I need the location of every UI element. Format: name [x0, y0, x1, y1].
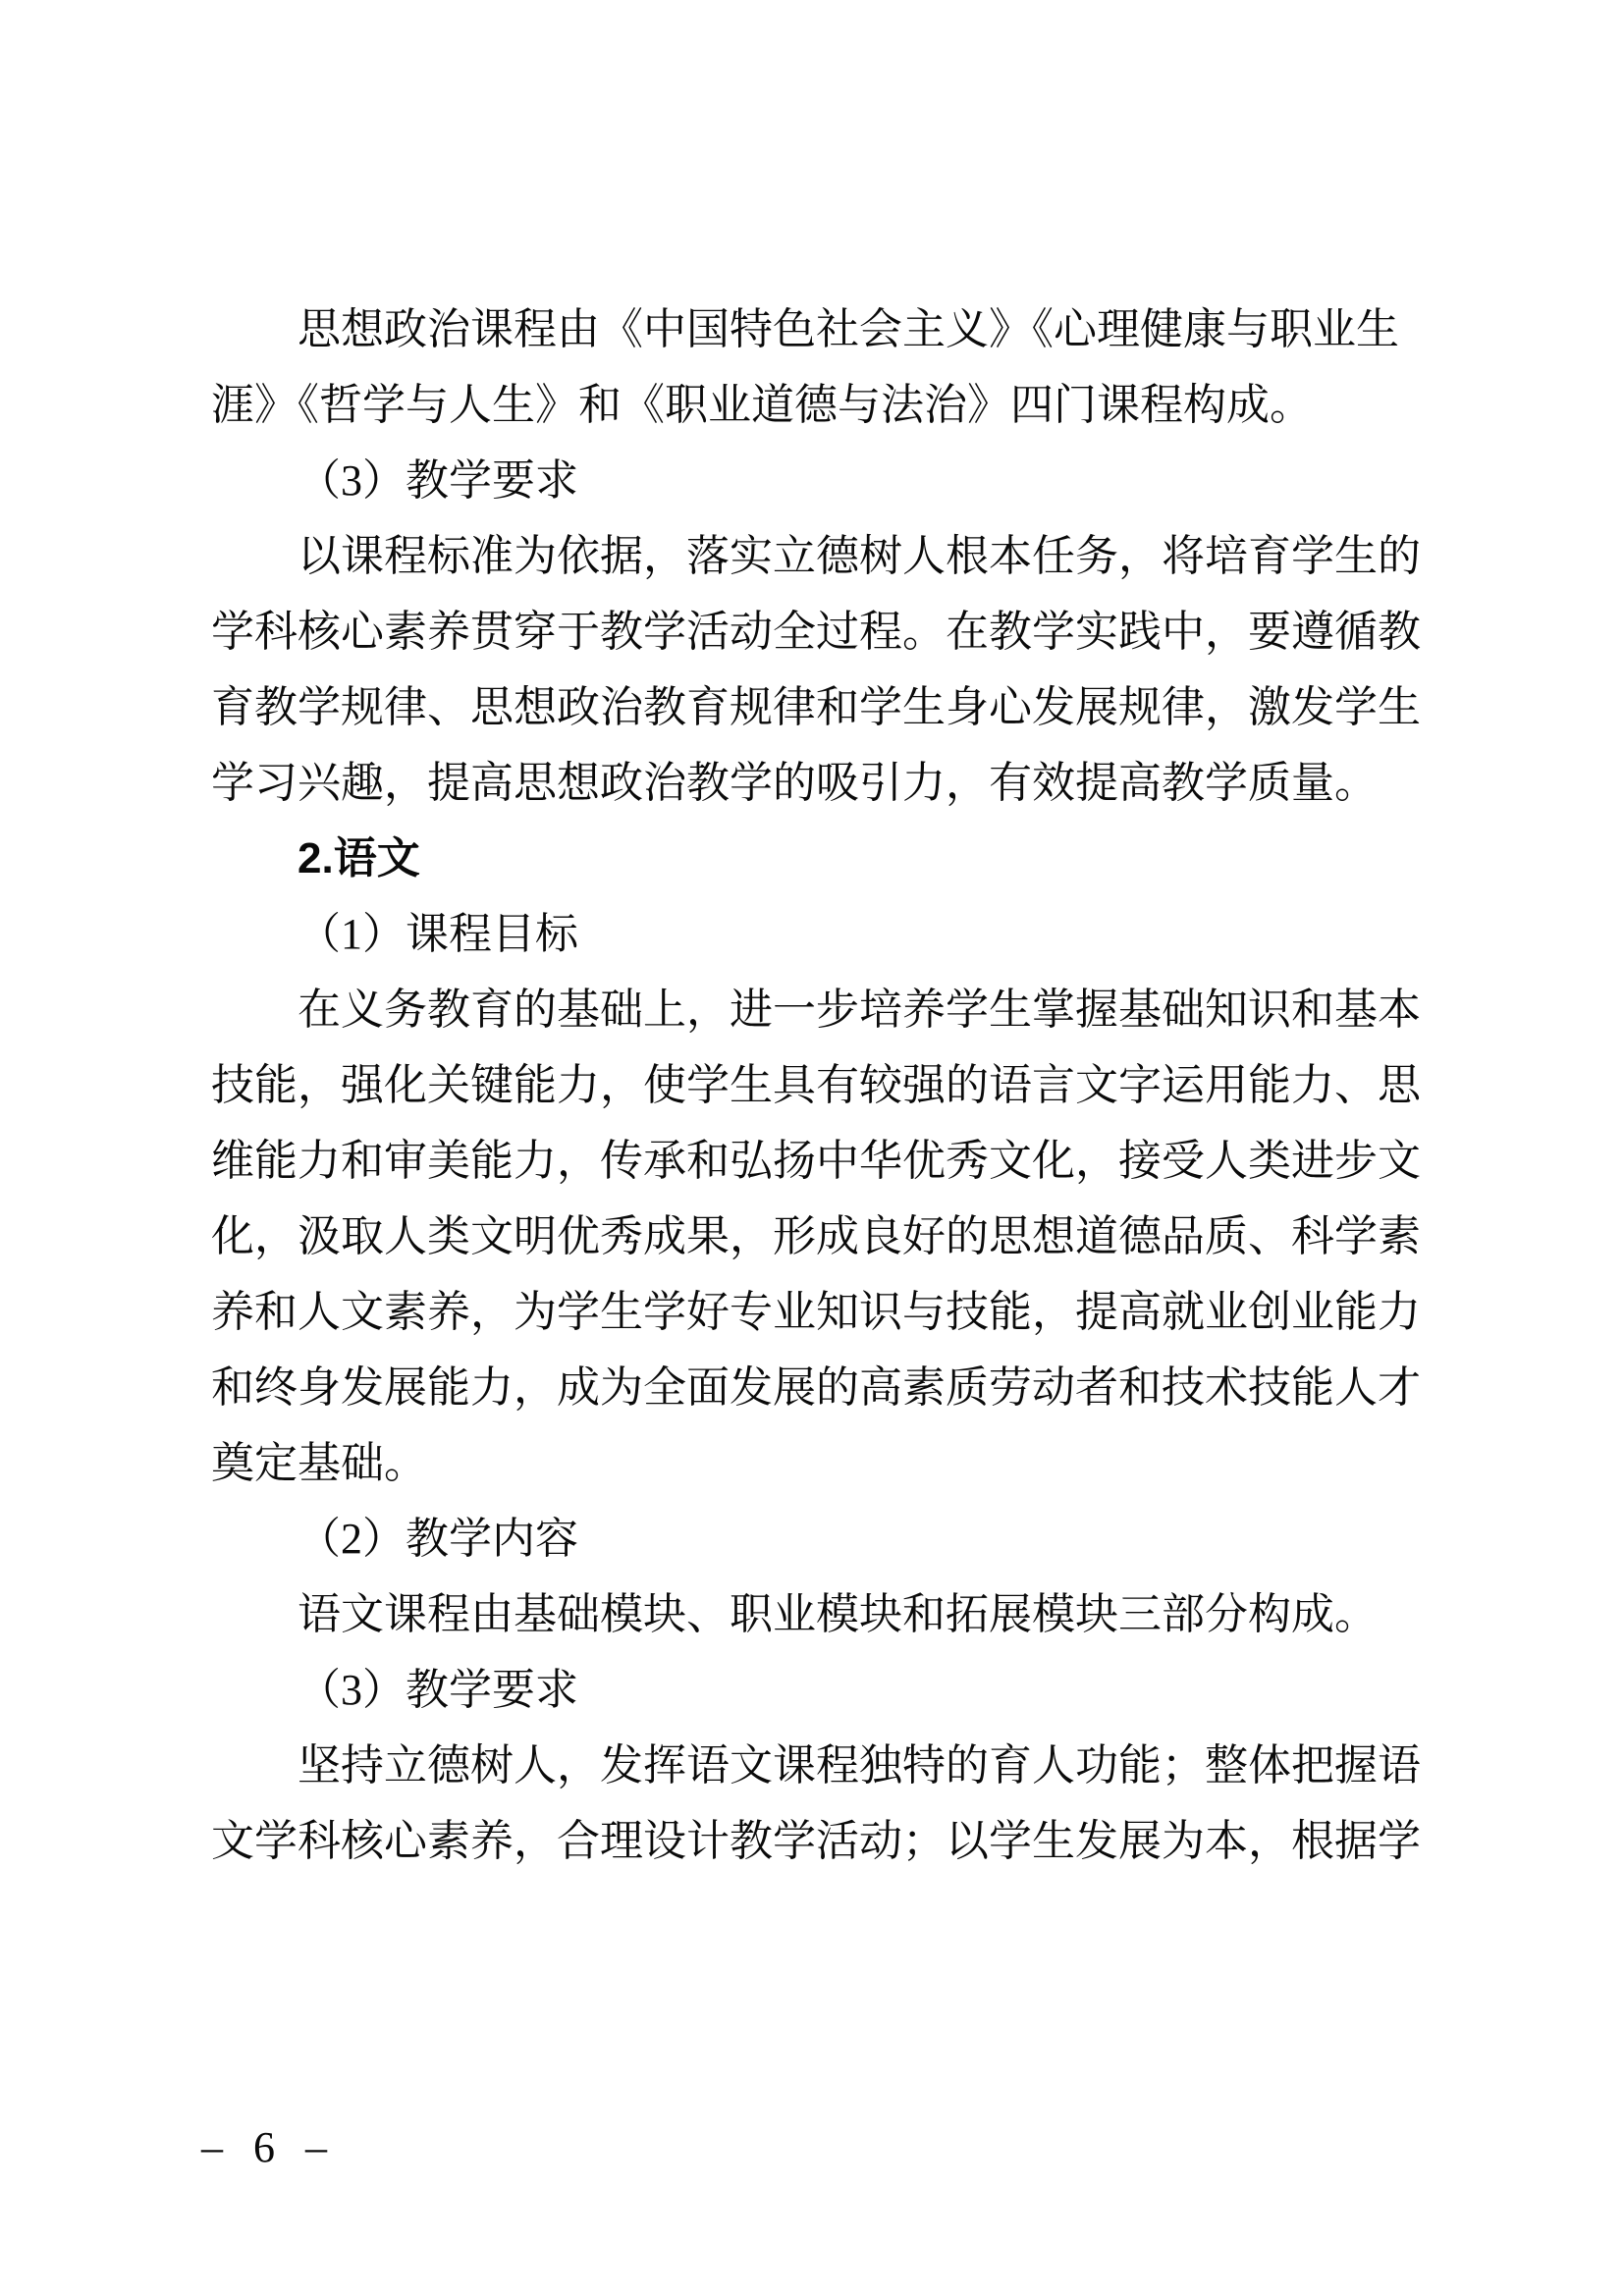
text-line: 维能力和审美能力，传承和弘扬中华优秀文化，接受人类进步文: [211, 1137, 1421, 1185]
page-number: – 6 –: [201, 2123, 337, 2171]
text-line: 语文课程由基础模块、职业模块和拓展模块三部分构成。: [298, 1590, 1378, 1638]
text-line: 在义务教育的基础上，进一步培养学生掌握基础知识和基本: [298, 986, 1421, 1034]
text-line: 奠定基础。: [211, 1439, 427, 1487]
text-line: 坚持立德树人，发挥语文课程独特的育人功能；整体把握语: [298, 1741, 1421, 1789]
text-line: 2.语文: [298, 834, 420, 882]
text-line: 和终身发展能力，成为全面发展的高素质劳动者和技术技能人才: [211, 1363, 1421, 1412]
text-line: （1）课程目标: [298, 910, 578, 958]
text-line: 化，汲取人类文明优秀成果，形成良好的思想道德品质、科学素: [211, 1212, 1421, 1260]
text-line: 以课程标准为依据，落实立德树人根本任务，将培育学生的: [298, 532, 1421, 580]
text-line: （3）教学要求: [298, 456, 578, 505]
text-line: 文学科核心素养，合理设计教学活动；以学生发展为本，根据学: [211, 1817, 1421, 1865]
text-line: 思想政治课程由《中国特色社会主义》《心理健康与职业生: [298, 305, 1399, 353]
text-line: 涯》《哲学与人生》和《职业道德与法治》四门课程构成。: [211, 381, 1313, 429]
text-line: （3）教学要求: [298, 1666, 578, 1714]
text-line: 技能，强化关键能力，使学生具有较强的语言文字运用能力、思: [211, 1061, 1421, 1109]
text-line: 育教学规律、思想政治教育规律和学生身心发展规律，激发学生: [211, 683, 1421, 731]
text-line: 养和人文素养，为学生学好专业知识与技能，提高就业创业能力: [211, 1288, 1421, 1336]
text-line: 学习兴趣，提高思想政治教学的吸引力，有效提高教学质量。: [211, 759, 1378, 807]
text-line: （2）教学内容: [298, 1515, 578, 1563]
text-line: 学科核心素养贯穿于教学活动全过程。在教学实践中，要遵循教: [211, 608, 1421, 656]
document-body: [211, 292, 1421, 1879]
